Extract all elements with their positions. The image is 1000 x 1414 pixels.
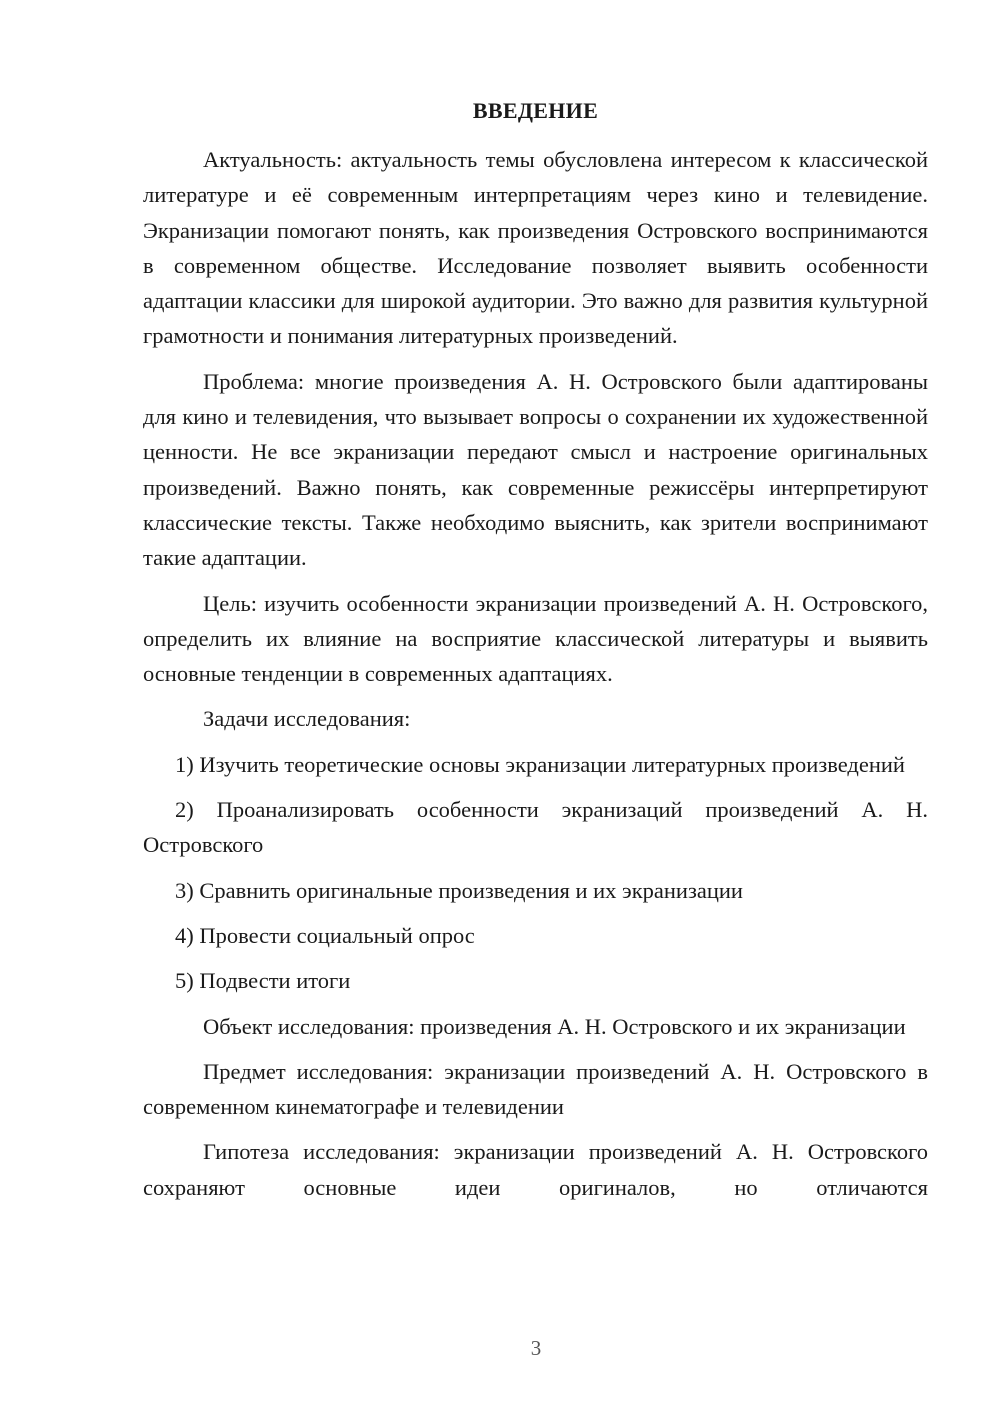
paragraph-hypothesis: Гипотеза исследования: экранизации произведений А. Н. Островского сохраняют основные идеи оригиналов, но отличаются bbox=[143, 1139, 928, 1200]
tasks-heading: Задачи исследования: bbox=[203, 706, 411, 732]
task-item-5: 5) Подвести итоги bbox=[175, 968, 351, 994]
section-title: ВВЕДЕНИЕ bbox=[472, 98, 599, 123]
task-item-3: 3) Сравнить оригинальные произведения и их экранизации bbox=[175, 877, 743, 903]
body-text bbox=[143, 142, 928, 1215]
page-number: 3 bbox=[530, 1336, 542, 1360]
task-item-2: 2) Проанализировать особенности экранизаций произведений А. Н. Островского bbox=[143, 797, 928, 858]
task-item-1: 1) Изучить теоретические основы экранизации литературных произведений bbox=[175, 751, 905, 777]
paragraph-subject: Предмет исследования: экранизации произведений А. Н. Островского в современном кинематографе и телевидении bbox=[143, 1058, 928, 1120]
paragraph-problem: Проблема: многие произведения А. Н. Островского были адаптированы для кино и телевидения, что вызывает вопросы о сохранении их художественной ценности. Не все экранизации передают смысл и настроение оригинальных произведений. Важно понять, как современные режиссёры интерпретируют классические тексты. Также необходимо выяснить, как зрители воспринимают такие адаптации. bbox=[143, 368, 928, 571]
task-item-4: 4) Провести социальный опрос bbox=[175, 922, 475, 948]
paragraph-goal: Цель: изучить особенности экранизации произведений А. Н. Островского, определить их влияние на восприятие классической литературы и выявить основные тенденции в современных адаптациях. bbox=[143, 590, 928, 687]
paragraph-relevance: Актуальность: актуальность темы обусловлена интересом к классической литературе и её современным интерпретациям через кино и телевидение. Экранизации помогают понять, как произведения Островского воспринимаются в современном обществе. Исследование позволяет выявить особенности адаптации классики для широкой аудитории. Это важно для развития культурной грамотности и понимания литературных произведений. bbox=[143, 147, 928, 349]
paragraph-object: Объект исследования: произведения А. Н. Островского и их экранизации bbox=[203, 1013, 906, 1039]
